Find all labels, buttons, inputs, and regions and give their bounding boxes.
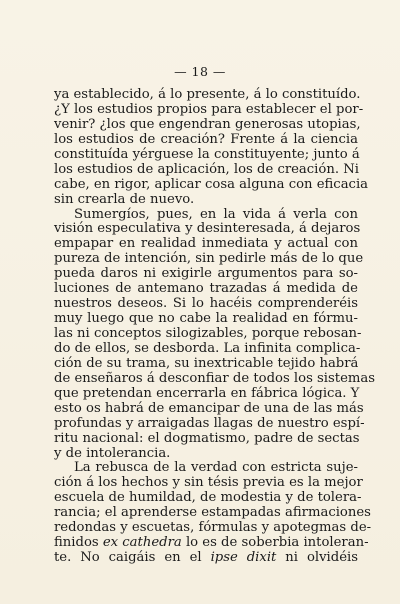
text-line [54,535,369,551]
text-line: los estudios de creación? Frente á la ciencia [54,131,358,147]
text-line: ¿Y los estudios propios para establecer el por- [54,101,364,117]
text-line: visión especulativa y desinteresada, á dejaros [54,221,361,237]
text-line: escuela de humildad, de modestia y de tolera- [54,490,362,506]
paragraph [54,460,372,566]
paragraph [54,206,376,462]
text-line: luciones de antemano trazadas á medida de [54,281,358,297]
text-line: rancia; el aprenderse estampadas afirmaciones [54,505,371,521]
text-line: constituída yérguese la constituyente; junto á [54,146,360,162]
text-line: pueda daros ni exigirle argumentos para so- [54,266,358,282]
text-line: sin crearla de nuevo. [54,191,195,207]
body-text [54,87,376,566]
text-line: ritu nacional: el dogmatismo, padre de sectas [54,430,360,446]
text-line: ción á los hechos y sin tésis previa es la mejor [54,475,363,491]
text-line: Sumergíos, pues, en la vida á verla con [74,206,358,222]
text-line: nuestros deseos. Si lo hacéis comprenderéis [54,296,358,312]
italic-phrase: ipse dixit [210,550,277,566]
text-line: do de ellos, se desborda. La infinita complica- [54,340,361,356]
text-line: venir? ¿los que engendran generosas utopias, [54,116,361,132]
text-line: La rebusca de la verdad con estricta suje- [74,460,358,476]
text-line: cabe, en rigor, aplicar cosa alguna con eficacia [54,176,369,192]
paragraph [54,87,369,208]
text-line: ya establecido, á lo presente, á lo constituído. [54,87,361,102]
text-line: los estudios de aplicación, los de creación. Ni [54,161,359,177]
text-line: esto os habrá de emancipar de una de las más [54,400,364,416]
text-line: pureza de intención, sin pedirle más de lo que [54,251,364,267]
text-line: muy luego que no cabe la realidad en fórmu- [54,311,358,327]
text-line: redondas y escuetas, fórmulas y apotegmas de- [54,520,372,536]
text-line: ción de su trama, su inextricable tejido habrá [54,355,359,371]
italic-phrase: ex cathedra [102,535,182,551]
page-number: — 18 — [174,64,226,79]
line-start: te. No caigáis en el [54,550,211,566]
text-line: de enseñaros á desconfiar de todos los sistemas [54,370,376,386]
text-line: que pretendan encerrarla en fábrica lógica. Y [54,385,360,401]
line-end: lo es de soberbia intoleran- [181,535,369,551]
text-line: empapar en realidad inmediata y actual con [54,236,358,252]
text-line: profundas y arraigadas llagas de nuestro espí- [54,415,365,431]
line-start: finidos [54,535,103,551]
text-line: las ni conceptos silogizables, porque rebosan- [54,326,362,341]
text-line [54,551,358,566]
line-end: ni olvidéis [276,550,359,566]
text-line: y de intolerancia. [54,445,171,461]
